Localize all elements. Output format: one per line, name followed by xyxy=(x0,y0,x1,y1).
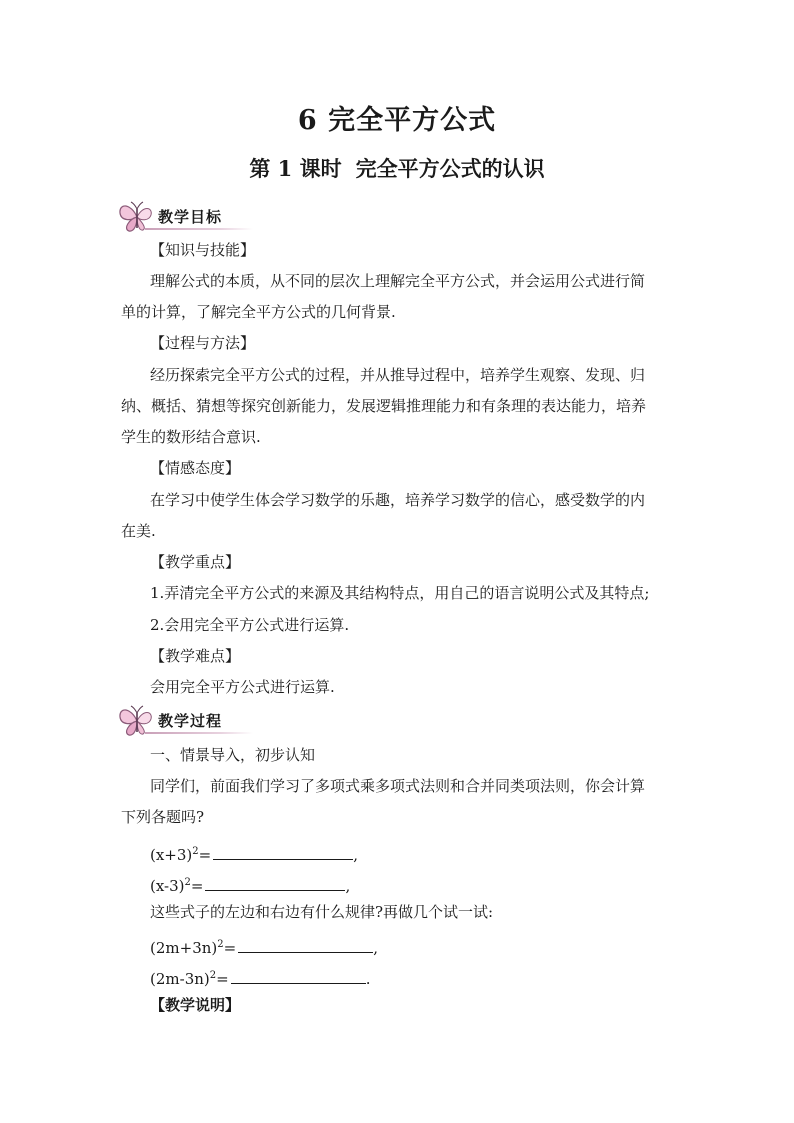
eq2-end: , xyxy=(345,877,351,895)
emotion-text-1: 在学习中使学生体会学习数学的乐趣，培养学习数学的信心，感受数学的内 xyxy=(150,491,646,509)
intro-text-1: 同学们，前面我们学习了多项式乘多项式法则和合并同类项法则，你会计算 xyxy=(150,777,646,795)
difficulty-text-1: 会用完全平方公式进行运算. xyxy=(150,678,335,696)
section-badge-objectives xyxy=(117,201,257,233)
eq4-answer-blank[interactable] xyxy=(231,967,366,984)
eq2-answer-blank[interactable] xyxy=(205,874,345,891)
process-method-label: 【过程与方法】 xyxy=(150,334,256,352)
eq2-exponent: 2 xyxy=(184,877,191,888)
equation-2 xyxy=(150,873,706,896)
teaching-note-label: 【教学说明】 xyxy=(150,996,241,1014)
lesson-subtitle xyxy=(0,153,794,183)
key-point-text-2: 2.会用完全平方公式进行运算. xyxy=(150,616,350,634)
eq1-answer-blank[interactable] xyxy=(213,843,353,860)
knowledge-text-1: 理解公式的本质，从不同的层次上理解完全平方公式，并会运用公式进行简 xyxy=(150,272,646,290)
eq3-end: , xyxy=(373,939,378,957)
eq3-equals: = xyxy=(223,939,237,957)
section-underline xyxy=(145,228,253,230)
eq1-exponent: 2 xyxy=(192,846,199,857)
section-title-process: 教学过程 xyxy=(158,712,223,730)
section-underline xyxy=(145,732,253,734)
process-method-text-2: 纳、概括、猜想等探究创新能力，发展逻辑推理能力和有条理的表达能力，培养 xyxy=(121,397,647,415)
lesson-number: 第 1 课时 xyxy=(249,156,342,181)
eq4-end: . xyxy=(365,970,371,988)
process-method-text-1: 经历探索完全平方公式的过程，并从推导过程中，培养学生观察、发现、归 xyxy=(150,366,646,384)
question-text: 这些式子的左边和右边有什么规律?再做几个试一试: xyxy=(150,903,494,921)
emotion-label: 【情感态度】 xyxy=(150,459,241,477)
eq3-exponent: 2 xyxy=(217,939,224,950)
eq4-exponent: 2 xyxy=(209,970,217,981)
eq4-base: (2m-3n) xyxy=(150,970,210,988)
key-point-label: 【教学重点】 xyxy=(150,553,241,571)
emotion-text-2: 在美. xyxy=(121,522,156,540)
lesson-topic: 完全平方公式的认识 xyxy=(355,156,545,181)
equation-1 xyxy=(150,842,706,865)
eq3-base: (2m+3n) xyxy=(150,939,218,957)
eq4-equals: = xyxy=(216,970,229,988)
difficulty-label: 【教学难点】 xyxy=(150,647,241,665)
step-one-heading: 一、情景导入，初步认知 xyxy=(150,746,316,764)
section-badge-process xyxy=(117,705,257,737)
knowledge-label: 【知识与技能】 xyxy=(150,241,256,259)
eq3-answer-blank[interactable] xyxy=(238,936,373,953)
eq2-base: (x-3) xyxy=(150,877,185,895)
key-point-text-1: 1.弄清完全平方公式的来源及其结构特点，用自己的语言说明公式及其特点; xyxy=(150,584,650,602)
page-title: 6 完全平方公式 xyxy=(297,105,497,136)
eq1-equals: = xyxy=(198,846,212,864)
eq2-equals: = xyxy=(190,877,204,895)
intro-text-2: 下列各题吗? xyxy=(121,808,205,826)
equation-3 xyxy=(150,935,706,958)
eq1-end: , xyxy=(353,846,359,864)
process-method-text-3: 学生的数形结合意识. xyxy=(121,428,261,446)
section-title-objectives: 教学目标 xyxy=(158,208,223,226)
eq1-base: (x+3) xyxy=(150,846,193,864)
equation-4 xyxy=(150,966,706,989)
knowledge-text-2: 单的计算，了解完全平方公式的几何背景. xyxy=(121,303,396,321)
